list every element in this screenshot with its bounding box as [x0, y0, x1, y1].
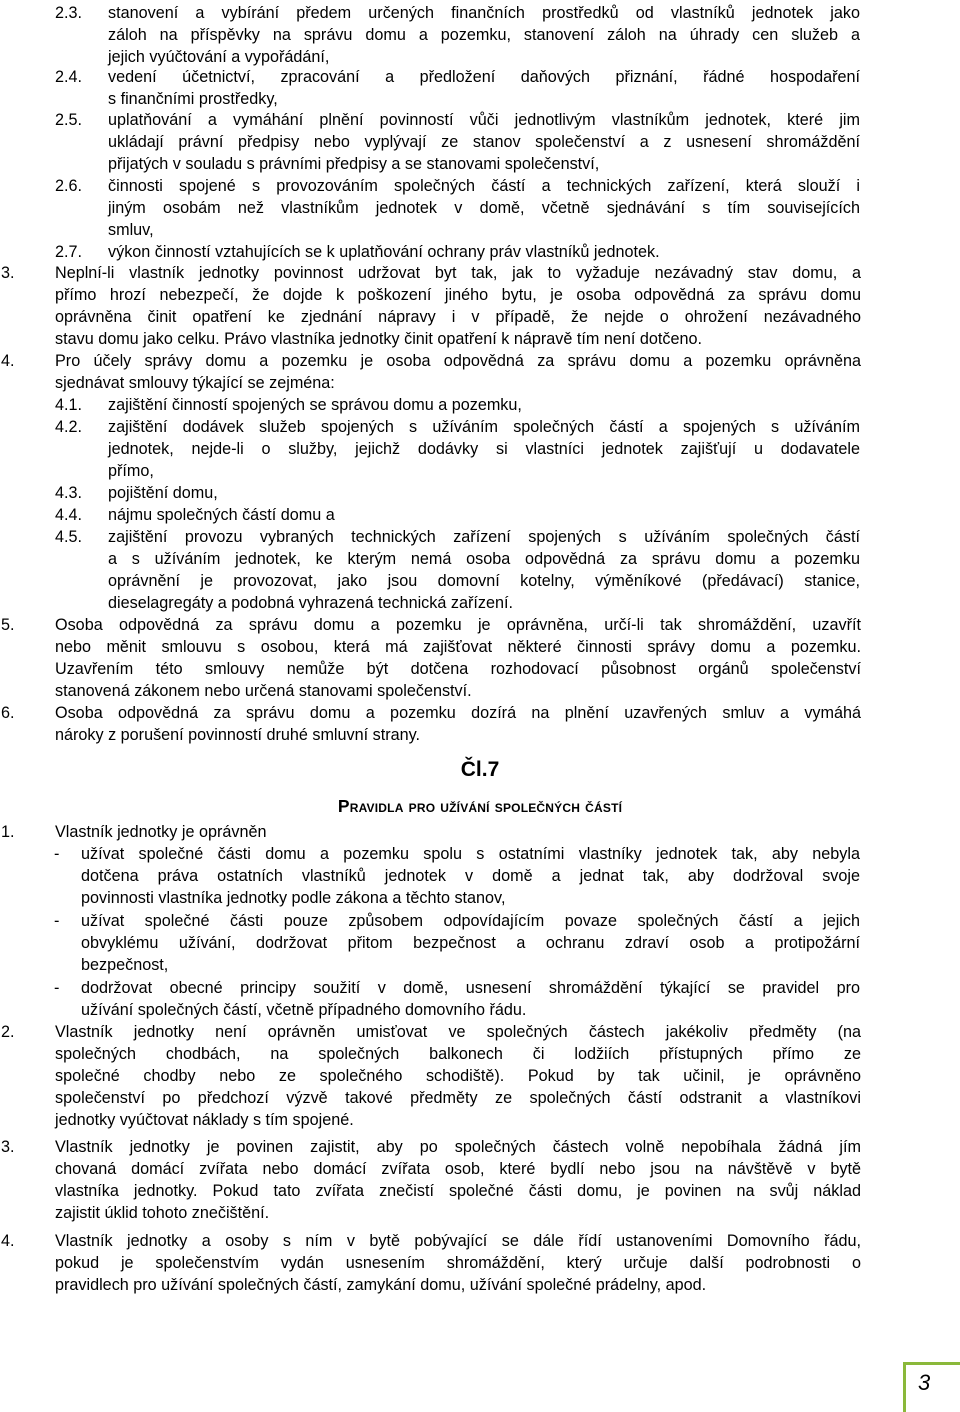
item-line: sjednávat smlouvy týkající se zejména:	[55, 374, 335, 392]
item-line: pokud je společenstvím vydán usnesením shromáždění, který určuje další podrobnosti o	[55, 1254, 861, 1272]
item-line: výkon činností vztahujících se k uplatňování ochrany práv vlastníků jednotek.	[108, 243, 660, 261]
item-number: 6.	[1, 704, 15, 722]
list-item-4-5	[0, 526, 960, 614]
item-line: jednotky vyúčtovat náklady s tím spojené.	[55, 1111, 354, 1129]
item-line: jejich vyúčtování a vypořádání,	[108, 48, 330, 66]
item-line: Osoba odpovědná za správu domu a pozemku je oprávněna, určí-li tak shromáždění, uzavřít	[55, 616, 861, 634]
item-line: a s užíváním jednotek, ke kterým nemá osoba odpovědná za správu domu a pozemku	[108, 550, 860, 568]
item-number: 3.	[1, 1138, 15, 1156]
item-number: 4.4.	[55, 506, 83, 524]
item-line: pojištění domu,	[108, 484, 218, 502]
item-line: jednotek, nejde-li o služby, jejichž dodávky si vlastníci jednotek zajišťují u dodavatele	[108, 440, 860, 458]
item-line: Vlastník jednotky není oprávněn umisťovat ve společných částech jakékoliv předměty (na	[55, 1023, 861, 1041]
item-line: zajištění provozu vybraných technických zařízení spojených s užíváním společných částí	[108, 528, 860, 546]
list-item-4-3	[0, 482, 960, 504]
item-number: 2.5.	[55, 111, 83, 129]
rule-1	[0, 821, 960, 843]
rule-1-dash-2	[0, 910, 960, 976]
item-number: 2.6.	[55, 177, 83, 195]
list-item-4-1	[0, 394, 960, 416]
item-line: přijatých v souladu s právními předpisy a se stanovami společenství,	[108, 155, 600, 173]
article-number: Čl.7	[460, 758, 500, 781]
item-number: 2.3.	[55, 4, 83, 22]
footer-accent-horizontal	[903, 1362, 960, 1365]
item-line: přímo hrozí nebezpečí, že dojde k poškození jiného bytu, je osoba odpovědná za správu domu	[55, 286, 861, 304]
item-number: 4.3.	[55, 484, 83, 502]
item-line: společných chodbách, na společných balkonech či lodžiích přístupných přímo ze	[55, 1045, 861, 1063]
item-line: vlastníka jednotky. Pokud tato zvířata znečistí společné části domu, je povinen na svůj náklad	[55, 1182, 861, 1200]
list-item-2-6	[0, 175, 960, 241]
item-number: 2.7.	[55, 243, 83, 261]
page-number: 3	[918, 1370, 931, 1395]
item-line: dodržovat obecné principy soužití v domě, usnesení shromáždění týkající se pravidel pro	[81, 979, 860, 997]
item-line: Vlastník jednotky a osoby s ním v bytě pobývající se dále řídí ustanoveními Domovního řádu,	[55, 1232, 861, 1250]
list-item-2-3	[0, 2, 960, 68]
item-number: 2.	[1, 1023, 15, 1041]
item-line: povinnosti vlastníka jednotky podle zákona a těchto stanov,	[81, 889, 506, 907]
item-line: dotčena práva ostatních vlastníků jednotek v domě a jednat tak, aby dodržoval svoje	[81, 867, 860, 885]
paragraph-3	[0, 262, 960, 350]
item-number: 4.2.	[55, 418, 83, 436]
item-line: stanovená zákonem nebo určená stanovami společenství.	[55, 682, 472, 700]
item-line: nároky z porušení povinností druhé smluvní strany.	[55, 726, 421, 744]
item-line: uplatňování a vymáhání plnění povinností vůči jednotlivým vlastníkům jednotek, které jim	[108, 111, 860, 129]
rule-3	[0, 1136, 960, 1224]
dash-bullet: -	[54, 979, 60, 997]
item-number: 2.4.	[55, 68, 83, 86]
item-line: společné chodby nebo ze společného schodiště). Pokud by tak učinil, je oprávněno	[55, 1067, 861, 1085]
item-number: 4.1.	[55, 396, 83, 414]
rule-1-dash-3	[0, 977, 960, 1021]
item-line: jiným osobám než vlastníkům jednotek v domě, včetně sjednávání s tím souvisejících	[108, 199, 860, 217]
item-line: zajištění dodávek služeb spojených s užíváním společných částí a spojených s užíváním	[108, 418, 860, 436]
item-line: chovaná domácí zvířata nebo domácí zvířata osob, které bydlí nebo jsou na návštěvě v bytě	[55, 1160, 861, 1178]
item-line: činnosti spojené s provozováním společných částí a technických zařízení, která slouží i	[108, 177, 860, 195]
item-line: společenství po předchozí výzvě takové předměty ze společných částí odstranit a vlastníkovi	[55, 1089, 861, 1107]
item-line: s finančními prostředky,	[108, 90, 278, 108]
item-line: zajistit úklid tohoto znečištění.	[55, 1204, 270, 1222]
item-line: oprávnění je provozovat, jako jsou domovní kotelny, výměníkové (předávací) stanice,	[108, 572, 860, 590]
paragraph-5	[0, 614, 960, 702]
item-line: smluv,	[108, 221, 154, 239]
item-number: 3.	[1, 264, 15, 282]
item-line: užívat společné části domu a pozemku spolu s ostatními vlastníky jednotek tak, aby nebyla	[81, 845, 860, 863]
item-number: 4.	[1, 352, 15, 370]
rule-4	[0, 1230, 960, 1296]
item-line: stavu domu jako celku. Právo vlastníka jednotky činit opatření k nápravě tím není dotčeno.	[55, 330, 702, 348]
dash-bullet: -	[54, 912, 60, 930]
rule-2	[0, 1021, 960, 1131]
list-item-4-2	[0, 416, 960, 482]
item-line: Vlastník jednotky je oprávněn	[55, 823, 267, 841]
item-line: ukládají právní předpisy nebo vyplývají ze stanov společenství a z usnesení shromáždění	[108, 133, 860, 151]
item-line: oprávněna činit opatření ke zjednání nápravy i v případě, že nejde o ohrožení nezávadného	[55, 308, 861, 326]
item-line: stanovení a vybírání předem určených finančních prostředků od vlastníků jednotek jako	[108, 4, 860, 22]
item-line: nebo měnit smlouvu s osobou, která má zajišťovat některé činnosti správy domu a pozemku.	[55, 638, 861, 656]
item-line: bezpečnost,	[81, 956, 169, 974]
rule-1-dash-1	[0, 843, 960, 909]
article-title: Pravidla pro užívání společných částí	[337, 796, 623, 816]
item-line: zajištění činností spojených se správou domu a pozemku,	[108, 396, 522, 414]
item-line: Pro účely správy domu a pozemku je osoba odpovědná za správu domu a pozemku oprávněna	[55, 352, 861, 370]
item-line: záloh na příspěvky na správu domu a pozemku, stanovení záloh na úhrady cen služeb a	[108, 26, 860, 44]
item-number: 4.	[1, 1232, 15, 1250]
item-line: užívat společné části pouze způsobem odpovídajícím povaze společných částí a jejich	[81, 912, 860, 930]
item-number: 1.	[1, 823, 15, 841]
paragraph-6	[0, 702, 960, 746]
item-line: obvyklému užívání, dodržovat přitom bezpečnost a ochranu zdraví osob a protipožární	[81, 934, 860, 952]
item-line: dieselagregáty a podobná vyhrazená technická zařízení.	[108, 594, 513, 612]
item-line: vedení účetnictví, zpracování a předložení daňových přiznání, řádné hospodaření	[108, 68, 860, 86]
item-line: Vlastník jednotky je povinen zajistit, aby po společných částech volně nepobíhala žádná jím	[55, 1138, 861, 1156]
footer-accent-vertical	[903, 1362, 906, 1412]
paragraph-4	[0, 350, 960, 394]
item-line: Osoba odpovědná za správu domu a pozemku dozírá na plnění uzavřených smluv a vymáhá	[55, 704, 861, 722]
dash-bullet: -	[54, 845, 60, 863]
item-number: 5.	[1, 616, 15, 634]
item-line: pravidlech pro užívání společných částí, zamykání domu, užívání společné prádelny, apod.	[55, 1276, 707, 1294]
item-line: Neplní-li vlastník jednotky povinnost udržovat byt tak, jak to vyžaduje nezávadný stav domu, a	[55, 264, 861, 282]
list-item-4-4	[0, 504, 960, 526]
item-line: Uzavřením této smlouvy nemůže být dotčena rozhodovací působnost orgánů společenství	[55, 660, 861, 678]
item-line: přímo,	[108, 462, 154, 480]
list-item-2-4	[0, 66, 960, 110]
item-number: 4.5.	[55, 528, 83, 546]
list-item-2-5	[0, 109, 960, 175]
item-line: nájmu společných částí domu a	[108, 506, 335, 524]
list-item-2-7	[0, 241, 960, 263]
item-line: užívání společných částí, včetně případného domovního řádu.	[81, 1001, 527, 1019]
